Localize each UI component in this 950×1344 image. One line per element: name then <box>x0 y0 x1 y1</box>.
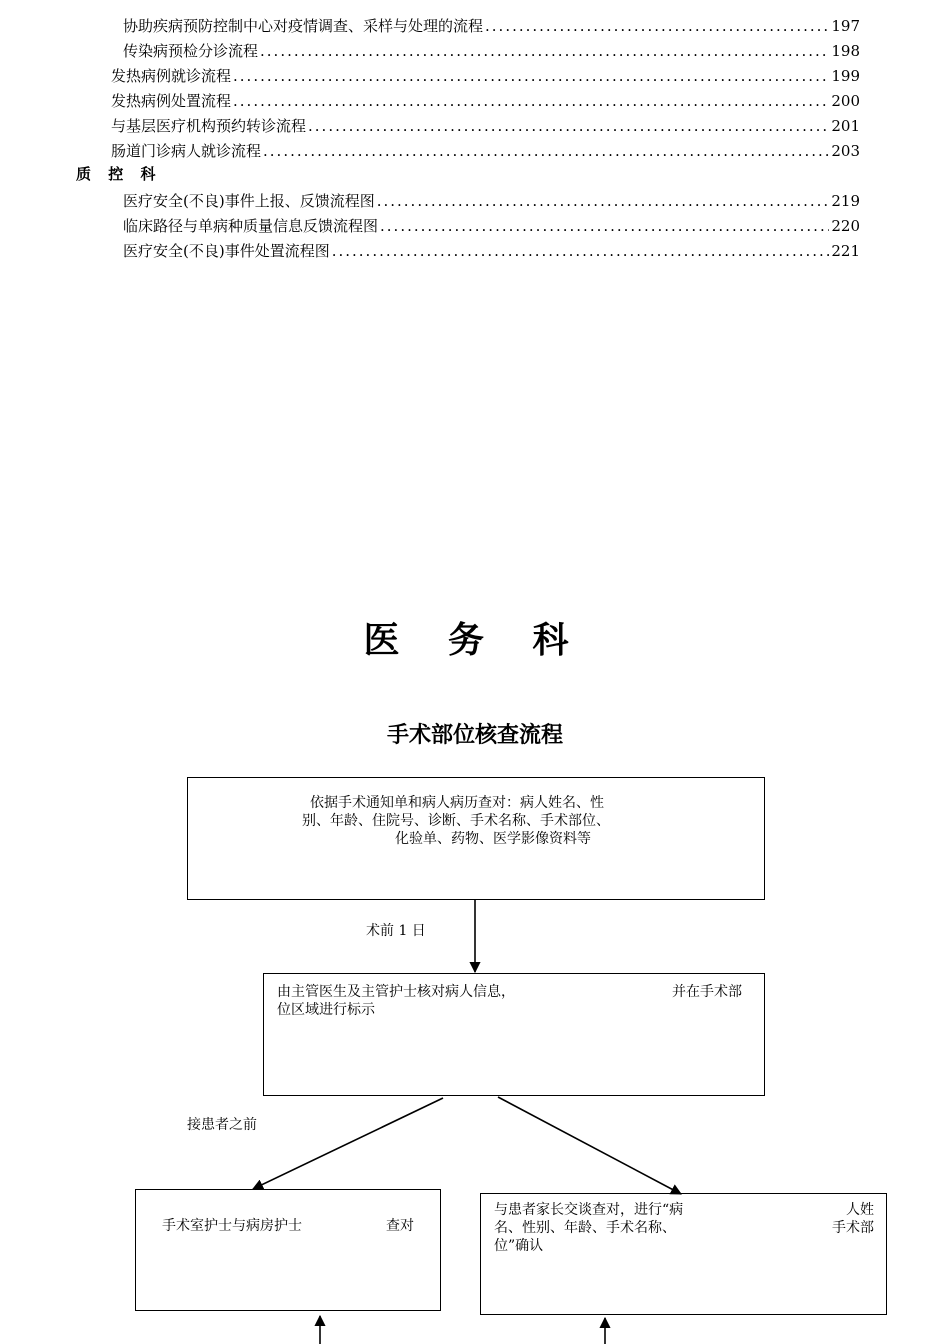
edge-label-before-pickup: 接患者之前 <box>187 1117 257 1133</box>
toc-item-title: 肠道门诊病人就诊流程 <box>111 142 262 160</box>
box-text: 位区域进行标示 <box>277 1002 375 1018</box>
box-text: 查对 <box>386 1218 414 1234</box>
toc-item-title: 临床路径与单病种质量信息反馈流程图 <box>123 217 379 235</box>
department-title: 医 务 科 <box>363 620 587 661</box>
box-text: 依据手术通知单和病人病历查对：病人姓名、性 <box>310 795 604 811</box>
flow-box-verify-records <box>187 777 765 900</box>
toc-section-heading: 质 控 科 <box>76 165 162 183</box>
flow-box-family-confirm <box>480 1193 887 1315</box>
toc-item-title: 与基层医疗机构预约转诊流程 <box>111 117 307 135</box>
toc-item-page: 197 <box>831 17 860 35</box>
toc-item-page: 219 <box>831 192 860 210</box>
box-text: 化验单、药物、医学影像资料等 <box>395 831 591 847</box>
flow-box-mark-site <box>263 973 765 1096</box>
toc-item-page: 199 <box>831 67 860 85</box>
toc-item-page: 203 <box>831 142 860 160</box>
toc-item-page: 200 <box>831 92 860 110</box>
toc-item-page: 198 <box>831 42 860 60</box>
edge-label-day-before: 术前 1 日 <box>366 923 426 939</box>
arrow-box2-to-box4 <box>498 1097 681 1194</box>
box-text: 并在手术部 <box>672 984 742 1000</box>
box-text: 人姓 <box>846 1202 874 1218</box>
box-text: 位”确认 <box>494 1238 544 1254</box>
box-text: 手术室护士与病房护士 <box>162 1218 302 1234</box>
flowchart-title: 手术部位核查流程 <box>386 723 563 748</box>
box-text: 手术部 <box>832 1220 874 1236</box>
toc-item-title: 发热病例就诊流程 <box>111 67 232 85</box>
flow-box-nurse-check <box>135 1189 441 1311</box>
toc-item-page: 221 <box>831 242 860 260</box>
arrow-box2-to-box3 <box>253 1098 443 1189</box>
toc-item-page: 220 <box>831 217 860 235</box>
box-text: 名、性别、年龄、手术名称、 <box>494 1220 676 1236</box>
toc-item-title: 医疗安全(不良)事件处置流程图 <box>123 242 330 260</box>
box-text: 由主管医生及主管护士核对病人信息， <box>277 984 515 1000</box>
box-text: 别、年龄、住院号、诊断、手术名称、手术部位、 <box>302 813 610 829</box>
box-text: 与患者家长交谈查对，进行“病 <box>494 1202 684 1218</box>
toc-item-page: 201 <box>831 117 860 135</box>
toc-item-title: 协助疾病预防控制中心对疫情调查、采样与处理的流程 <box>123 17 484 35</box>
toc-item-title: 发热病例处置流程 <box>111 92 232 110</box>
toc-item-title: 传染病预检分诊流程 <box>123 42 259 60</box>
toc-item-title: 医疗安全(不良)事件上报、反馈流程图 <box>123 192 375 210</box>
